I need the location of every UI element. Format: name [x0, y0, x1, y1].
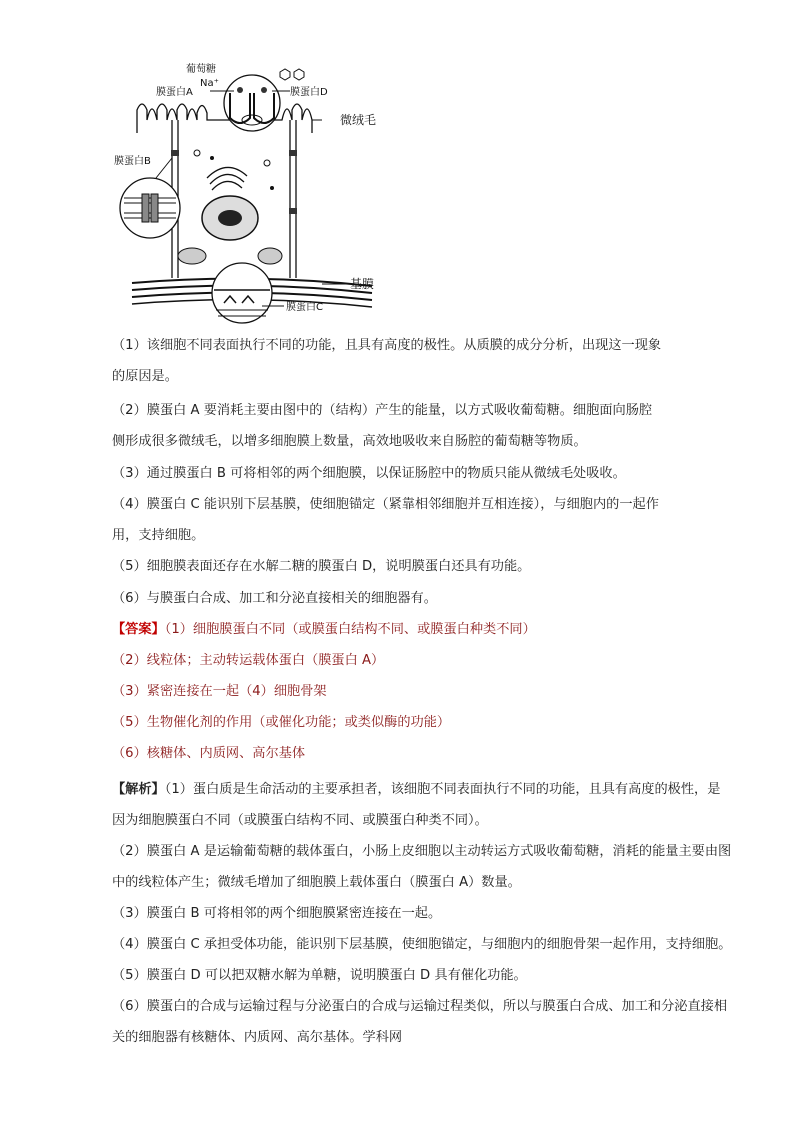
- cell-diagram: [112, 58, 402, 328]
- question-2-line-1: （2）膜蛋白 A 要消耗主要由图中的（结构）产生的能量，以方式吸收葡萄糖。细胞面向肠腔: [112, 403, 653, 418]
- analysis-p2-line-2: 中的线粒体产生；微绒毛增加了细胞膜上载体蛋白（膜蛋白 A）数量。: [112, 875, 521, 890]
- analysis-tag: 【解析】: [112, 782, 165, 797]
- question-1-line-1: （1）该细胞不同表面执行不同的功能，且具有高度的极性。从质膜的成分分析，出现这一现象: [112, 338, 662, 353]
- analysis-p6-line-1: （6）膜蛋白的合成与运输过程与分泌蛋白的合成与运输过程类似，所以与膜蛋白合成、加工和分泌直接相: [112, 999, 728, 1014]
- label-glucose: 葡萄糖: [186, 64, 216, 75]
- question-4-line-2: 用，支持细胞。: [112, 528, 205, 543]
- answer-item-4: （5）生物催化剂的作用（或催化功能；或类似酶的功能）: [112, 715, 451, 730]
- answer-tag: 【答案】: [112, 622, 165, 637]
- question-4-line-1: （4）膜蛋白 C 能识别下层基膜，使细胞锚定（紧靠相邻细胞并互相连接），与细胞内的一起作: [112, 497, 659, 512]
- analysis-p3: （3）膜蛋白 B 可将相邻的两个细胞膜紧密连接在一起。: [112, 906, 442, 921]
- question-1-line-2: 的原因是。: [112, 369, 178, 384]
- label-basement: 基膜: [350, 277, 375, 291]
- answer-item-2: （2）线粒体；主动转运载体蛋白（膜蛋白 A）: [112, 653, 385, 668]
- label-protein-d: 膜蛋白D: [290, 87, 328, 98]
- question-3: （3）通过膜蛋白 B 可将相邻的两个细胞膜，以保证肠腔中的物质只能从微绒毛处吸收。: [112, 466, 626, 481]
- question-6: （6）与膜蛋白合成、加工和分泌直接相关的细胞器有。: [112, 591, 437, 606]
- label-protein-a: 膜蛋白A: [156, 87, 193, 98]
- answer-item-3: （3）紧密连接在一起（4）细胞骨架: [112, 684, 327, 699]
- label-sodium: Na⁺: [200, 78, 219, 89]
- analysis-p6-line-2: 关的细胞器有核糖体、内质网、高尔基体。学科网: [112, 1030, 403, 1045]
- question-5: （5）细胞膜表面还存在水解二糖的膜蛋白 D，说明膜蛋白还具有功能。: [112, 559, 531, 574]
- analysis-p5: （5）膜蛋白 D 可以把双糖水解为单糖，说明膜蛋白 D 具有催化功能。: [112, 968, 527, 983]
- analysis-p4: （4）膜蛋白 C 承担受体功能，能识别下层基膜，使细胞锚定，与细胞内的细胞骨架一起作用，支持细胞。: [112, 937, 732, 952]
- answer-item-5: （6）核糖体、内质网、高尔基体: [112, 746, 306, 761]
- analysis-p1-text: （1）蛋白质是生命活动的主要承担者，该细胞不同表面执行不同的功能，且具有高度的极性，是: [164, 782, 721, 797]
- answer-line-1: [112, 621, 536, 639]
- analysis-p1-line-2: 因为细胞膜蛋白不同（或膜蛋白结构不同、或膜蛋白种类不同）。: [112, 813, 488, 828]
- answer-item-1: （1）细胞膜蛋白不同（或膜蛋白结构不同、或膜蛋白种类不同）: [164, 622, 536, 637]
- label-protein-c: 膜蛋白C: [286, 302, 323, 313]
- label-microvilli: 微绒毛: [340, 113, 377, 127]
- analysis-p1-line-1: [112, 781, 720, 799]
- analysis-p2-line-1: （2）膜蛋白 A 是运输葡萄糖的载体蛋白，小肠上皮细胞以主动转运方式吸收葡萄糖，消耗的能量主要由图: [112, 844, 732, 859]
- label-protein-b: 膜蛋白B: [114, 156, 151, 167]
- question-2-line-2: 侧形成很多微绒毛，以增多细胞膜上数量，高效地吸收来自肠腔的葡萄糖等物质。: [112, 434, 587, 449]
